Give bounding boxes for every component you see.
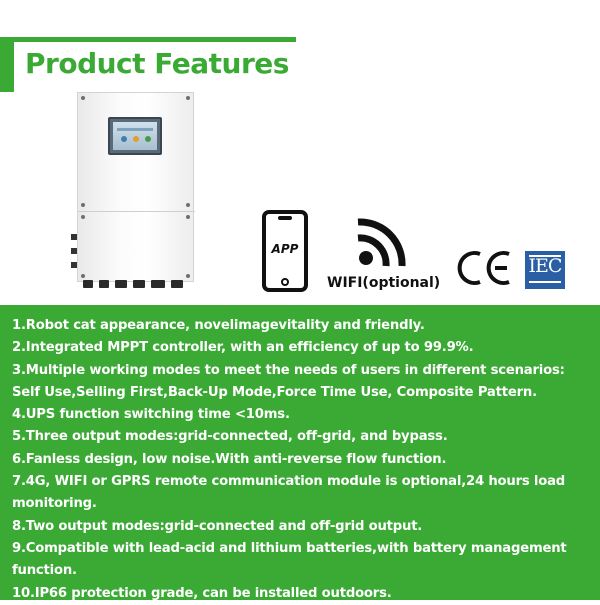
iec-logo-icon: IEC [525,251,565,289]
page-title: Product Features [25,47,289,80]
features-list [12,315,596,605]
bottom-connector [171,280,183,288]
header-accent-tab [0,42,14,92]
feature-item: 6.Fanless design, low noise.With anti-reverse flow function. [12,451,447,467]
bottom-connector [151,280,165,288]
feature-item: 8.Two output modes:grid-connected and off-grid output. [12,518,423,534]
inverter-body [77,92,194,282]
wifi-label: WIFI(optional) [327,275,441,291]
side-port [71,248,77,254]
app-label: APP [271,242,299,256]
bottom-connector [115,280,127,288]
screw [186,215,190,219]
screw [81,215,85,219]
feature-item: 9.Compatible with lead-acid and lithium batteries,with battery management function. [12,540,567,579]
screw [186,96,190,100]
feature-item: 10.IP66 protection grade, can be installed outdoors. [12,585,392,601]
screw [81,274,85,278]
ce-mark-icon [455,248,515,288]
bottom-connector [133,280,145,288]
feature-item: 3.Multiple working modes to meet the needs of users in different scenarios: Self Use,Selling First,Back-Up Mode,Force Time Use, Composite Pattern. [12,362,565,400]
bottom-connector [83,280,93,288]
inverter-panel-seam [78,211,195,212]
screw [81,203,85,207]
screw [186,203,190,207]
smartphone-icon [262,210,308,292]
inverter-display [108,117,162,155]
bottom-connector [99,280,109,288]
feature-item: 1.Robot cat appearance, novelimagevitality and friendly. [12,318,425,333]
features-panel [0,305,600,600]
feature-item: 2.Integrated MPPT controller, with an efficiency of up to 99.9%. [12,340,474,356]
wifi-icon [352,212,412,272]
screw [186,274,190,278]
screw [81,96,85,100]
header-rule [0,37,296,42]
side-port [71,262,77,268]
side-port [71,234,77,240]
feature-item: 5.Three output modes:grid-connected, off-grid, and bypass. [12,429,448,445]
feature-item: 4.UPS function switching time <10ms. [12,407,290,423]
feature-item: 7.4G, WIFI or GPRS remote communication module is optional,24 hours load monitoring. [12,474,566,512]
inverter-product-image [77,92,194,288]
